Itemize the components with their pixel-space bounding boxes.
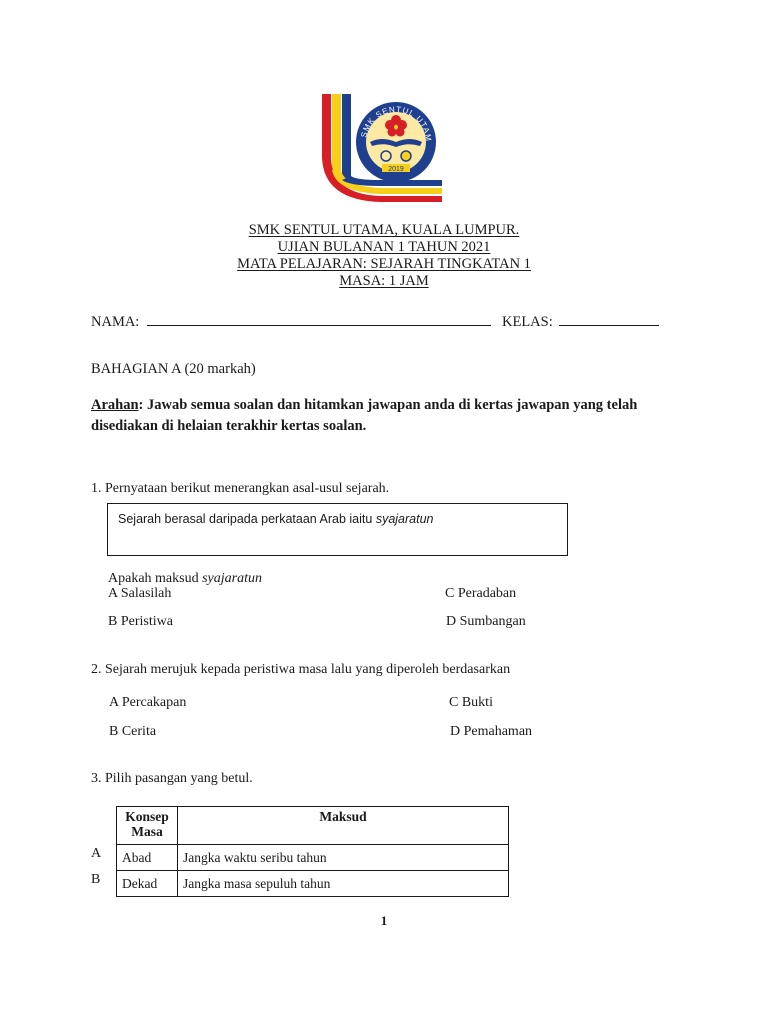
- row-b-maksud: Jangka masa sepuluh tahun: [178, 871, 509, 897]
- subject-title: MATA PELAJARAN: SEJARAH TINGKATAN 1: [237, 256, 531, 272]
- header-konsep-masa: Konsep Masa: [117, 807, 178, 845]
- row-a-konsep: Abad: [117, 845, 178, 871]
- instructions-text-1: : Jawab semua soalan dan hitamkan jawapan anda di kertas jawapan yang telah: [138, 397, 638, 413]
- table-row: [117, 871, 509, 897]
- q2-option-c[interactable]: C Bukti: [449, 695, 493, 710]
- table-header-row: [117, 807, 509, 845]
- instructions: [91, 395, 691, 437]
- exam-title: UJIAN BULANAN 1 TAHUN 2021: [277, 239, 491, 255]
- name-label: NAMA:: [91, 314, 140, 330]
- class-label: KELAS:: [502, 314, 553, 330]
- instructions-text-2: disediakan di helaian terakhir kertas soalan.: [91, 418, 367, 434]
- question-2-stem: 2. Sejarah merujuk kepada peristiwa masa lalu yang diperoleh berdasarkan: [91, 662, 511, 677]
- row-b-konsep: Dekad: [117, 871, 178, 897]
- question-1-stem: 1. Pernyataan berikut menerangkan asal-usul sejarah.: [91, 481, 390, 496]
- header-maksud: Maksud: [178, 807, 509, 845]
- section-title: BAHAGIAN A (20 markah): [91, 361, 256, 377]
- instructions-label: Arahan: [91, 397, 139, 413]
- q2-option-d[interactable]: D Pemahaman: [450, 724, 533, 739]
- class-input-line[interactable]: [559, 311, 659, 326]
- class-field-row: [502, 311, 659, 331]
- q1-option-a[interactable]: A Salasilah: [108, 586, 172, 601]
- q1-option-c[interactable]: C Peradaban: [445, 586, 517, 601]
- question-3-table: [116, 806, 509, 897]
- question-1-stimulus-text: Sejarah berasal daripada perkataan Arab iaitu syajaratun: [118, 512, 434, 526]
- q2-option-b[interactable]: B Cerita: [109, 724, 157, 739]
- q3-option-b-letter[interactable]: B: [91, 872, 101, 887]
- name-input-line[interactable]: [147, 311, 491, 326]
- question-1-ask: Apakah maksud syajaratun: [108, 571, 262, 586]
- row-a-maksud: Jangka waktu seribu tahun: [178, 845, 509, 871]
- q2-option-a[interactable]: A Percakapan: [109, 695, 187, 710]
- svg-text:SMK SENTUL UTAMA: SMK SENTUL UTAM: [359, 104, 434, 143]
- q1-option-d[interactable]: D Sumbangan: [446, 614, 526, 629]
- question-1-stimulus-box: [107, 503, 568, 556]
- name-field-row: [91, 311, 491, 331]
- school-name: SMK SENTUL UTAMA, KUALA LUMPUR.: [248, 222, 520, 238]
- page-number: 1: [380, 913, 388, 928]
- exam-duration: MASA: 1 JAM: [339, 273, 429, 289]
- q1-option-b[interactable]: B Peristiwa: [108, 614, 173, 629]
- question-3-stem: 3. Pilih pasangan yang betul.: [91, 771, 253, 786]
- svg-text:2019: 2019: [388, 166, 404, 173]
- q3-option-a-letter[interactable]: A: [91, 846, 102, 861]
- table-row: [117, 845, 509, 871]
- school-logo: [320, 92, 448, 204]
